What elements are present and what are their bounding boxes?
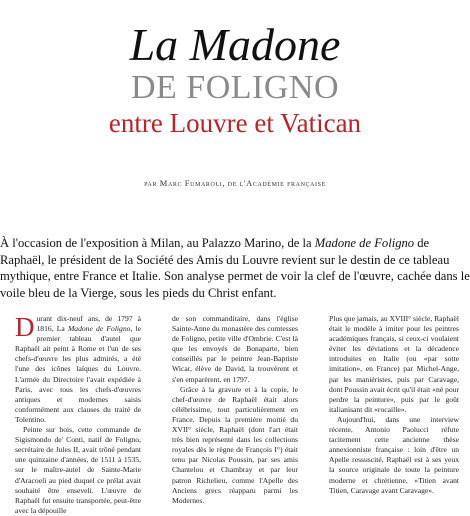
article-title: La Madone (129, 19, 341, 70)
body-paragraph: de son commanditaire, dans l'église Sainte-Anne du monastère des comtesses de Foligno, petite ville d'Ombrie. C'est là que les envoyés de Bonaparte, bien conseillés par le peintre Jean-Baptiste Wicar, élève de David, la trouvèrent et s'en emparèrent, en 1797. (172, 314, 298, 384)
lead-paragraph (0, 235, 470, 301)
body-paragraph (15, 314, 141, 425)
lead-text-part1: À l'occasion de l'exposition à Milan, au Palazzo Marino, de la (0, 236, 315, 250)
body-italic-title: Madone de Foligno (67, 324, 131, 334)
body-paragraph: Peinte sur bois, cette commande de Sigismondo de' Conti, natif de Foligno, secrétaire de Jules II, avait trôné pendant une quinzaine d'années, de 1511 à 1535, sur le maître-autel de Sainte-Marie d'Aracoeli au pied duquel ce prélat avait souhaité être enseveli. L'œuvre de Raphaël fut ensuite transportée, peut-être avec la dépouille (15, 425, 141, 515)
body-text: urant dix-neuf ans, de 1797 à 1816, La (36, 314, 141, 334)
body-column-3 (329, 314, 459, 496)
body-paragraph: Aujourd'hui, dans une interview récente, Antonio Paolucci réfute tacitement cette ancienne thèse annexionniste française : loin d'être un Apelle ressuscité, Raphaël est à ses yeux la source originale de toute la peinture moderne et chrétienne, «Titien avant Titien, Caravage avant Caravage». (329, 414, 459, 495)
body-column-1 (15, 314, 141, 516)
body-paragraph: Grâce à la gravure et à la copie, le chef-d'œuvre de Raphaël était alors célébrissime, tout particulièrement en France. Depuis la première moitié du XVII° siècle, Raphaël (dont l'art était très bien représenté dans les collections royales dès le règne de François I°) était tenu par Nicolas Poussin, par ses amis Chantelou et Chambray et par leur patron Richelieu, comme l'Apelle des Anciens grecs réapparu parmi les Modernes. (172, 384, 298, 505)
body-columns (0, 312, 470, 515)
article-tagline: entre Louvre et Vatican (108, 108, 362, 138)
author-byline: par Marc Fumaroli, de l'Académie française (144, 178, 326, 188)
body-column-2 (172, 314, 298, 506)
body-paragraph: Plus que jamais, au XVIII° siècle, Raphaël était le modèle à imiter pour les peintres académiques français, si ceux-ci voulaient éviter les déviations et la décadence introduites en Italie (ou «par sotte imitation», en France) par Michel-Ange, par les maniéristes, puis par Caravage, dont Poussin avait écrit qu'il était «né pour perdre la peinture», puis par le goût italianisant dit «rocaille». (329, 314, 459, 414)
drop-cap: D (15, 312, 35, 342)
lead-painting-title: Madone de Foligno (314, 236, 415, 250)
article-subtitle: DE FOLIGNO (130, 69, 340, 106)
lead-text-part2: de Raphaël, le président de la Société des Amis du Louvre revient sur le destin de ce tableau mythique, entre France et Italie. Son analyse permet de voir la clef de l'œuvre, cachée dans le voile bleu de la Vierge, sous les pieds du Christ enfant. (0, 236, 470, 300)
body-text: , le premier tableau d'autel que Raphaël ait peint à Rome et l'un de ses chefs-d'œuvre les plus admirés, a été l'une des icônes laïques du Louvre. L'armée du Directoire l'avait expédiée à Paris, avec tous les chefs-d'œuvres antiques et modernes saisis conformément aux clauses du traité de Tolentino. (15, 324, 141, 424)
